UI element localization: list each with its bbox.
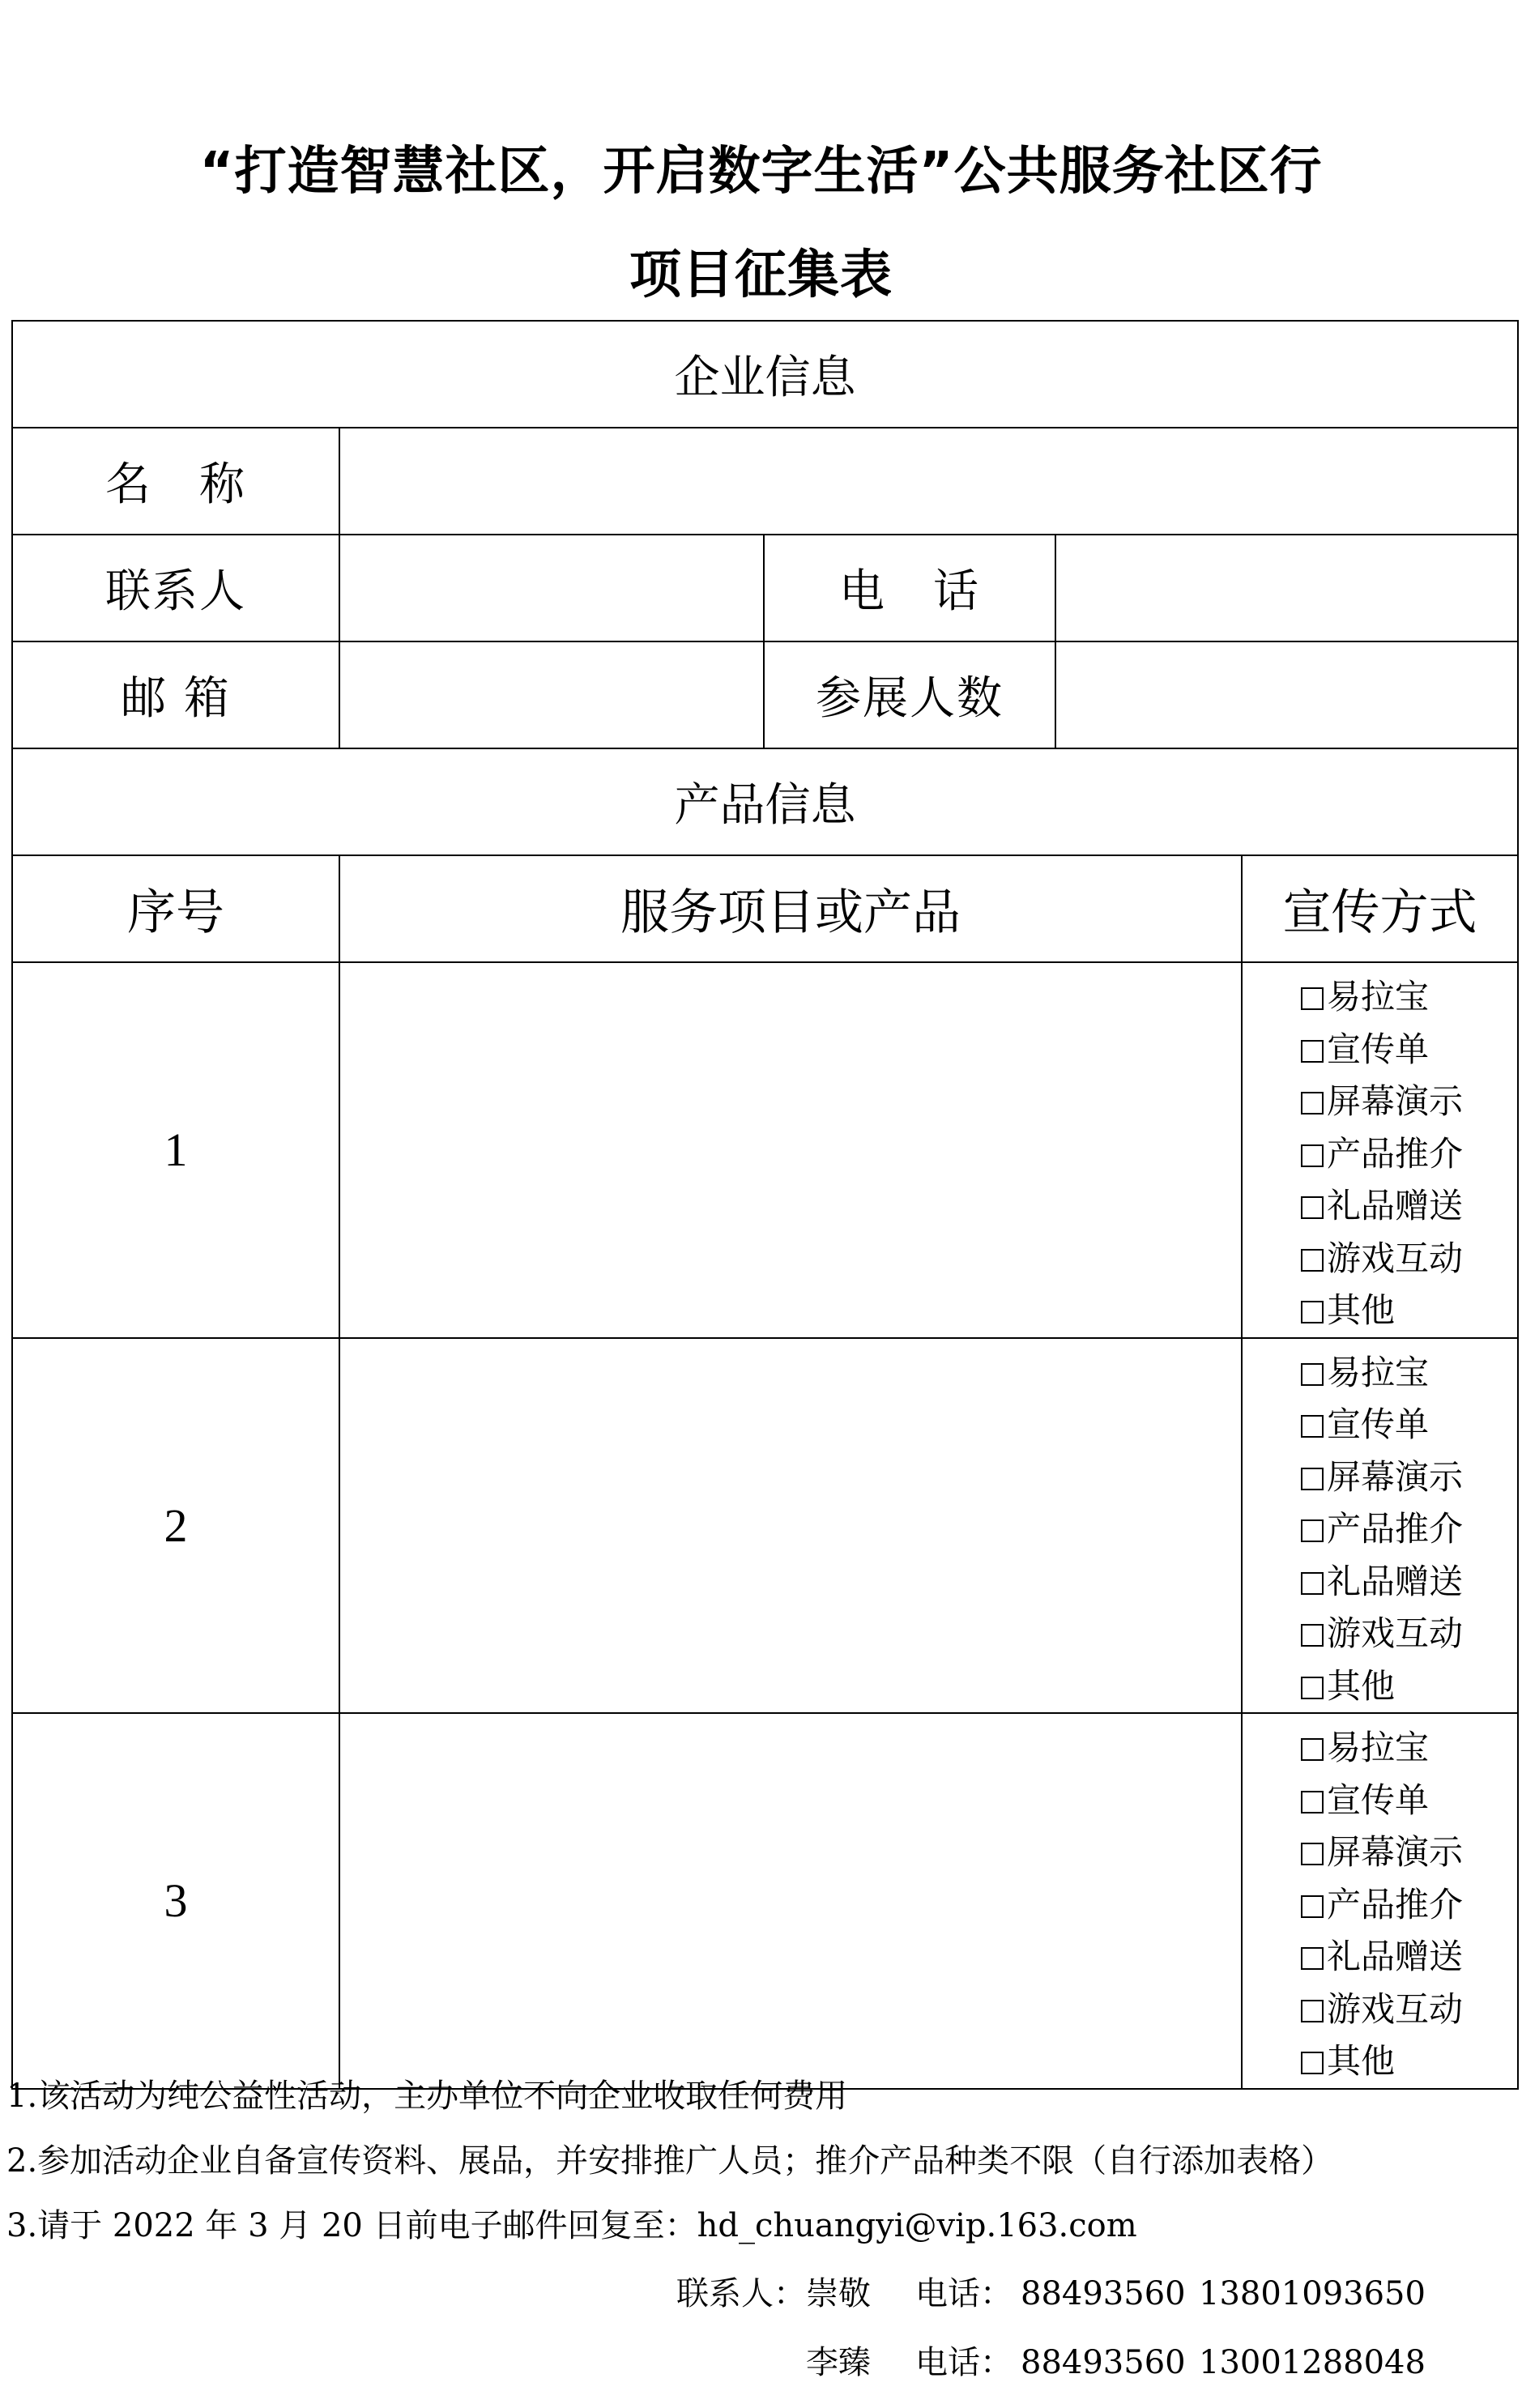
checkbox-icon[interactable] xyxy=(1301,1843,1324,1865)
product-row xyxy=(12,1338,1518,1714)
checkbox-icon[interactable] xyxy=(1301,1196,1324,1219)
contact-mobile: 13001288048 xyxy=(1199,2344,1426,2381)
promotion-option[interactable]: 游戏互动 xyxy=(1301,1233,1517,1285)
promotion-option[interactable]: 礼品赠送 xyxy=(1301,1556,1517,1609)
checkbox-icon[interactable] xyxy=(1301,2000,1324,2022)
promotion-option[interactable]: 产品推介 xyxy=(1301,1128,1517,1181)
promotion-option[interactable]: 礼品赠送 xyxy=(1301,1931,1517,1984)
contact-phone-label: 电话： xyxy=(915,2275,1013,2312)
column-header-service: 服务项目或产品 xyxy=(339,855,1242,962)
contact-person-label: 联系人 xyxy=(12,535,339,641)
checkbox-icon[interactable] xyxy=(1301,1301,1324,1323)
promotion-option[interactable]: 屏幕演示 xyxy=(1301,1076,1517,1128)
promotion-options xyxy=(1242,962,1518,1338)
product-info-header: 产品信息 xyxy=(12,748,1518,855)
contact-phone-label: 电话： xyxy=(915,2344,1013,2381)
company-info-header: 企业信息 xyxy=(12,321,1518,428)
checkbox-icon[interactable] xyxy=(1301,1468,1324,1490)
promotion-option[interactable]: 其他 xyxy=(1301,1285,1517,1337)
page-subtitle: 项目征集表 xyxy=(629,245,893,305)
contact-phone: 88493560 xyxy=(1021,2275,1186,2312)
checkbox-icon[interactable] xyxy=(1301,1624,1324,1647)
row-number: 1 xyxy=(12,962,339,1338)
contact-name: 李臻 xyxy=(806,2344,871,2381)
product-row xyxy=(12,962,1518,1338)
promotion-option[interactable]: 易拉宝 xyxy=(1301,1347,1517,1400)
promotion-option[interactable]: 屏幕演示 xyxy=(1301,1451,1517,1504)
checkbox-icon[interactable] xyxy=(1301,1738,1324,1761)
promotion-option[interactable]: 宣传单 xyxy=(1301,1775,1517,1827)
checkbox-icon[interactable] xyxy=(1301,1415,1324,1438)
checkbox-icon[interactable] xyxy=(1301,1249,1324,1272)
product-row xyxy=(12,1713,1518,2089)
email-label: 邮 箱 xyxy=(12,641,339,748)
contact-mobile: 13801093650 xyxy=(1199,2275,1426,2312)
checkbox-icon[interactable] xyxy=(1301,2052,1324,2074)
service-field[interactable] xyxy=(339,1338,1242,1714)
checkbox-icon[interactable] xyxy=(1301,1092,1324,1114)
checkbox-icon[interactable] xyxy=(1301,987,1324,1010)
promotion-option[interactable]: 产品推介 xyxy=(1301,1503,1517,1556)
service-field[interactable] xyxy=(339,1713,1242,2089)
promotion-option[interactable]: 礼品赠送 xyxy=(1301,1180,1517,1233)
promotion-option[interactable]: 宣传单 xyxy=(1301,1399,1517,1451)
contact-line xyxy=(664,2268,1426,2314)
checkbox-icon[interactable] xyxy=(1301,1895,1324,1918)
promotion-option[interactable]: 其他 xyxy=(1301,2035,1517,2088)
checkbox-icon[interactable] xyxy=(1301,1363,1324,1386)
row-number: 3 xyxy=(12,1713,339,2089)
contact-line xyxy=(664,2337,1426,2383)
checkbox-icon[interactable] xyxy=(1301,1144,1324,1167)
attendees-label: 参展人数 xyxy=(764,641,1055,748)
phone-label: 电 话 xyxy=(764,535,1055,641)
promotion-options xyxy=(1242,1713,1518,2089)
note-free-event: 1.该活动为纯公益性活动，主办单位不向企业收取任何费用 xyxy=(6,2078,848,2115)
email-field[interactable] xyxy=(339,641,764,748)
checkbox-icon[interactable] xyxy=(1301,1791,1324,1813)
name-field[interactable] xyxy=(339,428,1518,535)
promotion-option[interactable]: 宣传单 xyxy=(1301,1024,1517,1076)
contact-label: 联系人： xyxy=(676,2275,806,2312)
contact-name: 崇敬 xyxy=(806,2275,871,2312)
promotion-option[interactable]: 游戏互动 xyxy=(1301,1608,1517,1660)
collection-form-table xyxy=(11,320,1519,2090)
note-reply-deadline: 3.请于 2022 年 3 月 20 日前电子邮件回复至：hd_chuangyi@vip.163.com xyxy=(6,2207,1137,2244)
promotion-option[interactable]: 屏幕演示 xyxy=(1301,1826,1517,1879)
row-number: 2 xyxy=(12,1338,339,1714)
phone-field[interactable] xyxy=(1055,535,1518,641)
promotion-option[interactable]: 游戏互动 xyxy=(1301,1984,1517,2036)
checkbox-icon[interactable] xyxy=(1301,1572,1324,1595)
note-materials: 2.参加活动企业自备宣传资料、展品，并安排推广人员；推介产品种类不限（自行添加表格） xyxy=(6,2142,1334,2180)
checkbox-icon[interactable] xyxy=(1301,1947,1324,1970)
service-field[interactable] xyxy=(339,962,1242,1338)
promotion-option[interactable]: 产品推介 xyxy=(1301,1879,1517,1932)
checkbox-icon[interactable] xyxy=(1301,1040,1324,1063)
checkbox-icon[interactable] xyxy=(1301,1519,1324,1542)
name-label: 名 称 xyxy=(12,428,339,535)
page-title: “打造智慧社区，开启数字生活”公共服务社区行 xyxy=(199,142,1323,202)
promotion-options xyxy=(1242,1338,1518,1714)
promotion-option[interactable]: 易拉宝 xyxy=(1301,971,1517,1024)
checkbox-icon[interactable] xyxy=(1301,1677,1324,1699)
contact-phone: 88493560 xyxy=(1021,2344,1186,2381)
promotion-option[interactable]: 其他 xyxy=(1301,1660,1517,1713)
column-header-promotion: 宣传方式 xyxy=(1242,855,1518,962)
promotion-option[interactable]: 易拉宝 xyxy=(1301,1722,1517,1775)
contact-person-field[interactable] xyxy=(339,535,764,641)
attendees-field[interactable] xyxy=(1055,641,1518,748)
column-header-number: 序号 xyxy=(12,855,339,962)
